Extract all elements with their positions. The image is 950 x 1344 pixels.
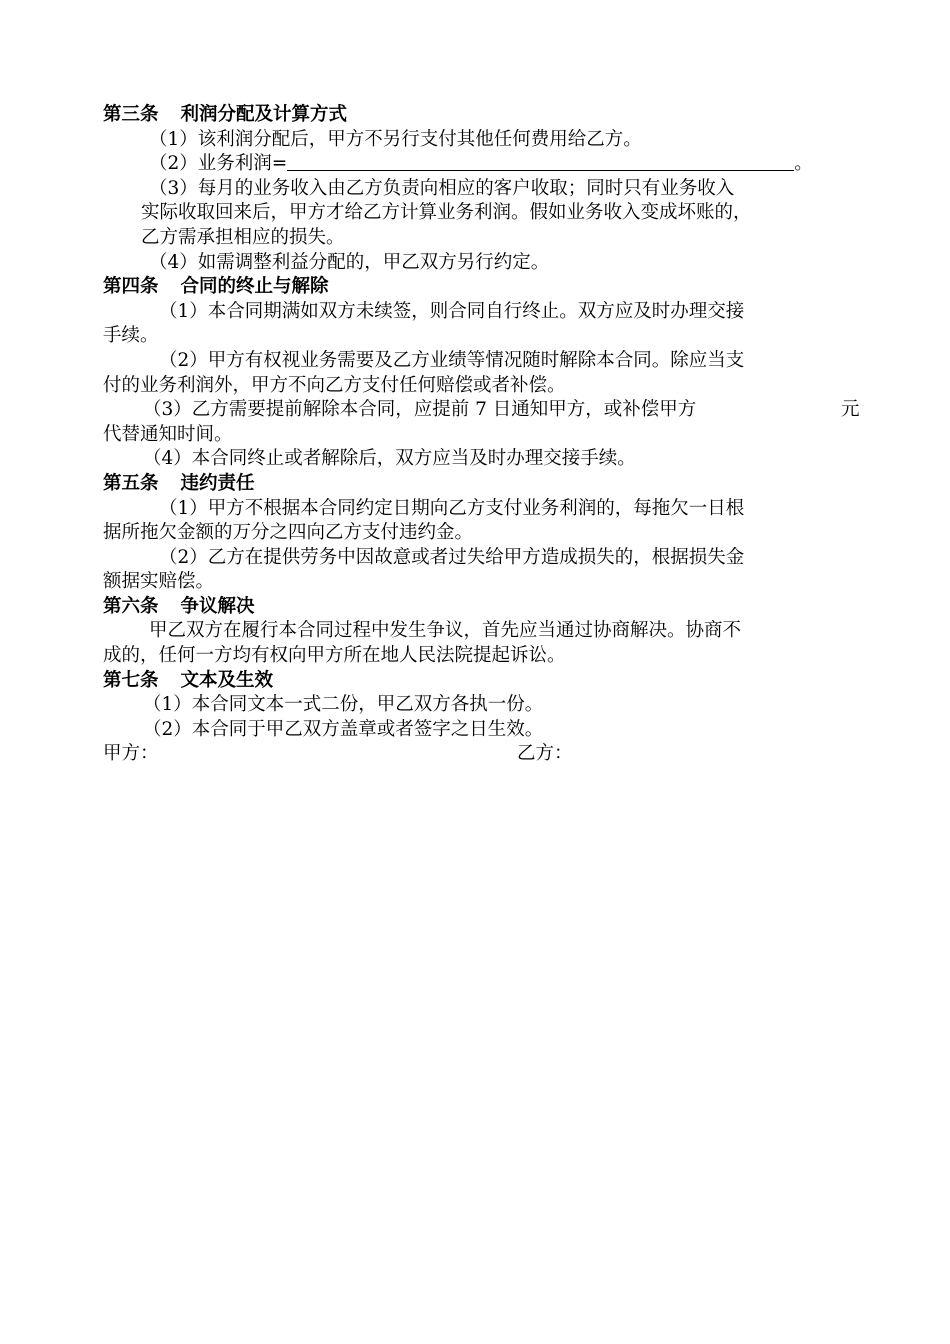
article-6-heading [103,595,863,620]
article-4-clause-4: （4）本合同终止或者解除后，双方应当及时办理交接手续。 [143,448,636,470]
article-4-clause-3-text: （3）乙方需要提前解除本合同，应提前 7 日通知甲方，或补偿甲方 [143,399,697,421]
article-5-clause-1-line-2: 据所拖欠金额的万分之四向乙方支付违约金。 [103,522,474,544]
article-6-clause-line-1: 甲乙双方在履行本合同过程中发生争议，首先应当通过协商解决。协商不 [149,620,742,642]
article-4-heading [103,275,863,300]
article-4-title: 合同的终止与解除 [180,276,329,298]
article-3-clause-1: （1）该利润分配后，甲方不另行支付其他任何费用给乙方。 [149,128,642,150]
article-4-clause-3-line-2: 代替通知时间。 [103,423,233,445]
contract-page [103,103,863,767]
article-6-title: 争议解决 [180,595,255,617]
article-4-clause-1-line-2: 手续。 [103,325,159,347]
article-3-clause-2 [103,152,863,177]
profit-formula-label: （2）业务利润= [149,153,288,175]
article-4-clause-1-line-1: （1）本合同期满如双方未续签，则合同自行终止。双方应及时办理交接 [159,300,745,322]
article-3-clause-3-line-1: （3）每月的业务收入由乙方负责向相应的客户收取；同时只有业务收入 [149,177,735,199]
article-5-number: 第五条 [103,472,159,494]
article-4-clause-2-line-1: （2）甲方有权视业务需要及乙方业绩等情况随时解除本合同。除应当支 [159,349,745,371]
article-7-clause-2: （2）本合同于甲乙双方盖章或者签字之日生效。 [143,718,544,740]
article-5-clause-1-line-1: （1）甲方不根据本合同约定日期向乙方支付业务利润的，每拖欠一日根 [159,497,745,519]
article-3-heading [103,103,863,128]
signature-row [103,742,863,767]
profit-formula-end: 。 [794,153,813,175]
article-3-title: 利润分配及计算方式 [180,104,348,125]
article-4-clause-3-line-1 [103,398,863,423]
article-4-clause-2-line-2: 付的业务利润外，甲方不向乙方支付任何赔偿或者补偿。 [103,374,566,396]
article-7-number: 第七条 [103,669,159,691]
article-7-title: 文本及生效 [180,669,274,691]
article-5-title: 违约责任 [180,472,255,494]
party-b-label: 乙方： [517,743,573,765]
article-7-clause-1: （1）本合同文本一式二份，甲乙双方各执一份。 [143,694,544,716]
article-5-clause-2-line-2: 额据实赔偿。 [103,571,215,593]
article-5-clause-2-line-1: （2）乙方在提供劳务中因故意或者过失给甲方造成损失的，根据损失金 [159,546,745,568]
yuan-unit: 元 [841,399,860,421]
article-3-clause-3-line-2: 实际收取回来后，甲方才给乙方计算业务利润。假如业务收入变成坏账的， [141,202,752,224]
article-3-clause-3-line-3: 乙方需承担相应的损失。 [141,226,345,248]
article-3-number: 第三条 [103,104,159,125]
article-3-clause-4: （4）如需调整利益分配的，甲乙双方另行约定。 [149,251,550,273]
article-7-heading [103,669,863,694]
article-5-heading [103,472,863,497]
article-6-clause-line-2: 成的，任何一方均有权向甲方所在地人民法院提起诉讼。 [103,645,566,667]
article-4-number: 第四条 [103,276,159,298]
party-a-label: 甲方： [103,743,159,765]
article-6-number: 第六条 [103,595,159,617]
profit-formula-blank [287,152,794,171]
